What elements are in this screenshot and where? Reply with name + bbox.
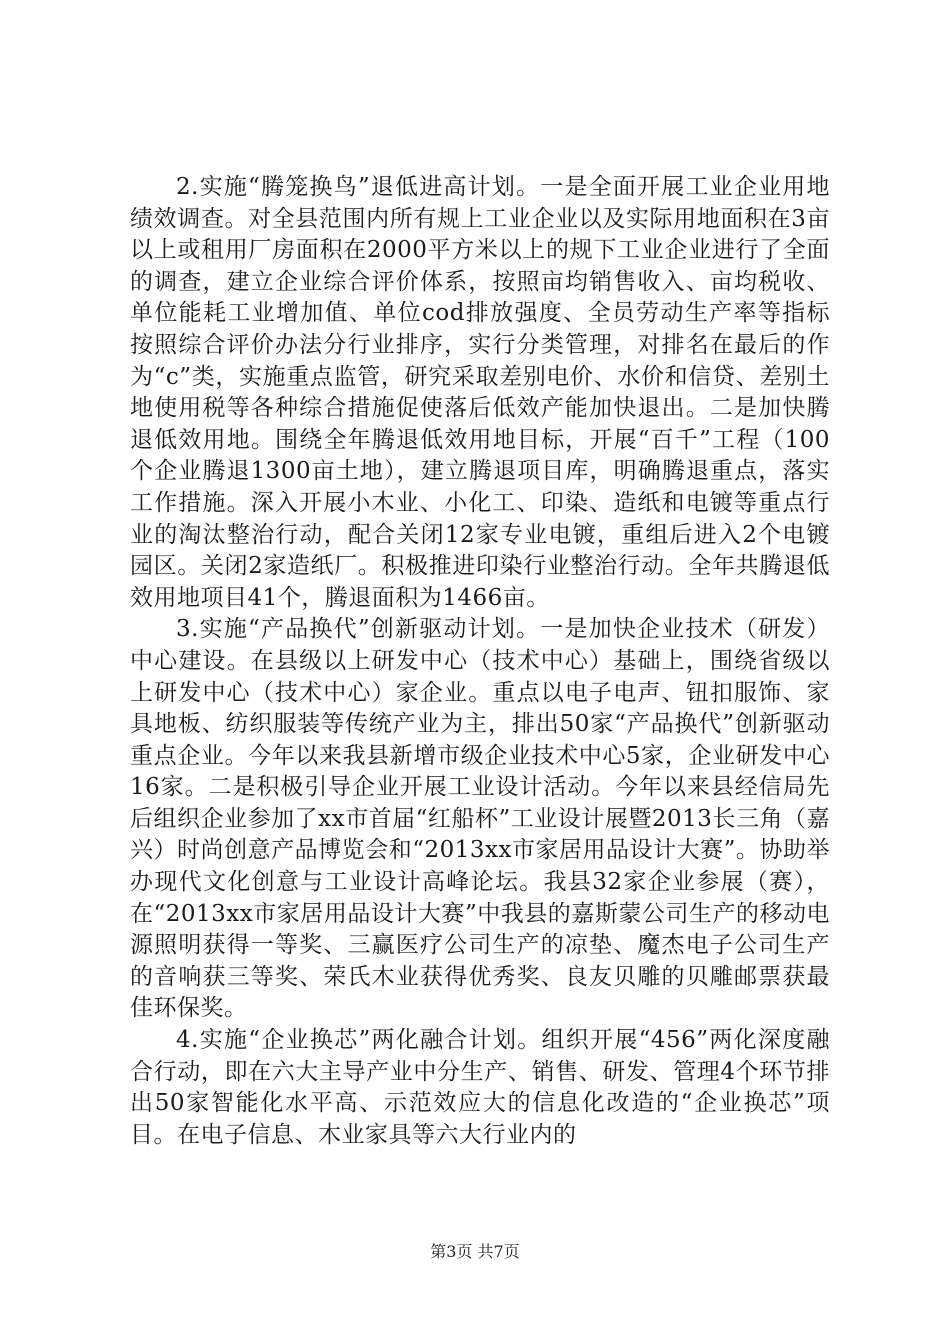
- document-body: [130, 172, 830, 1151]
- paragraph-4: 4.实施“企业换芯”两化融合计划。组织开展“456”两化深度融合行动，即在六大主导产业中分生产、销售、研发、管理4个环节排出50家智能化水平高、示范效应大的信息化改造的“企业换芯”项目。在电子信息、木业家具等六大行业内的: [130, 1027, 830, 1148]
- page-number-footer: 第3页 共7页: [430, 1242, 520, 1261]
- paragraph-2: 2.实施“腾笼换鸟”退低进高计划。一是全面开展工业企业用地绩效调查。对全县范围内所有规上工业企业以及实际用地面积在3亩以上或租用厂房面积在2000平方米以上的规下工业企业进行了全面的调查，建立企业综合评价体系，按照亩均销售收入、亩均税收、单位能耗工业增加值、单位cod排放强度、全员劳动生产率等指标按照综合评价办法分行业排序，实行分类管理，对排名在最后的作为“c”类，实施重点监管，研究采取差别电价、水价和信贷、差别土地使用税等各种综合措施促使落后低效产能加快退出。二是加快腾退低效用地。围绕全年腾退低效用地目标，开展“百千”工程（100个企业腾退1300亩土地），建立腾退项目库，明确腾退重点，落实工作措施。深入开展小木业、小化工、印染、造纸和电镀等重点行业的淘汰整治行动，配合关闭12家专业电镀，重组后进入2个电镀园区。关闭2家造纸厂。积极推进印染行业整治行动。全年共腾退低效用地项目41个，腾退面积为1466亩。: [130, 174, 830, 611]
- paragraph-3: 3.实施“产品换代”创新驱动计划。一是加快企业技术（研发）中心建设。在县级以上研发中心（技术中心）基础上，围绕省级以上研发中心（技术中心）家企业。重点以电子电声、钮扣服饰、家具地板、纺织服装等传统产业为主，排出50家“产品换代”创新驱动重点企业。今年以来我县新增市级企业技术中心5家，企业研发中心16家。二是积极引导企业开展工业设计活动。今年以来县经信局先后组织企业参加了xx市首届“红船杯”工业设计展暨2013长三角（嘉兴）时尚创意产品博览会和“2013xx市家居用品设计大赛”。协助举办现代文化创意与工业设计高峰论坛。我县32家企业参展（赛），在“2013xx市家居用品设计大赛”中我县的嘉斯蒙公司生产的移动电源照明获得一等奖、三赢医疗公司生产的凉垫、魔杰电子公司生产的音响获三等奖、荣氏木业获得优秀奖、良友贝雕的贝雕邮票获最佳环保奖。: [130, 616, 830, 1022]
